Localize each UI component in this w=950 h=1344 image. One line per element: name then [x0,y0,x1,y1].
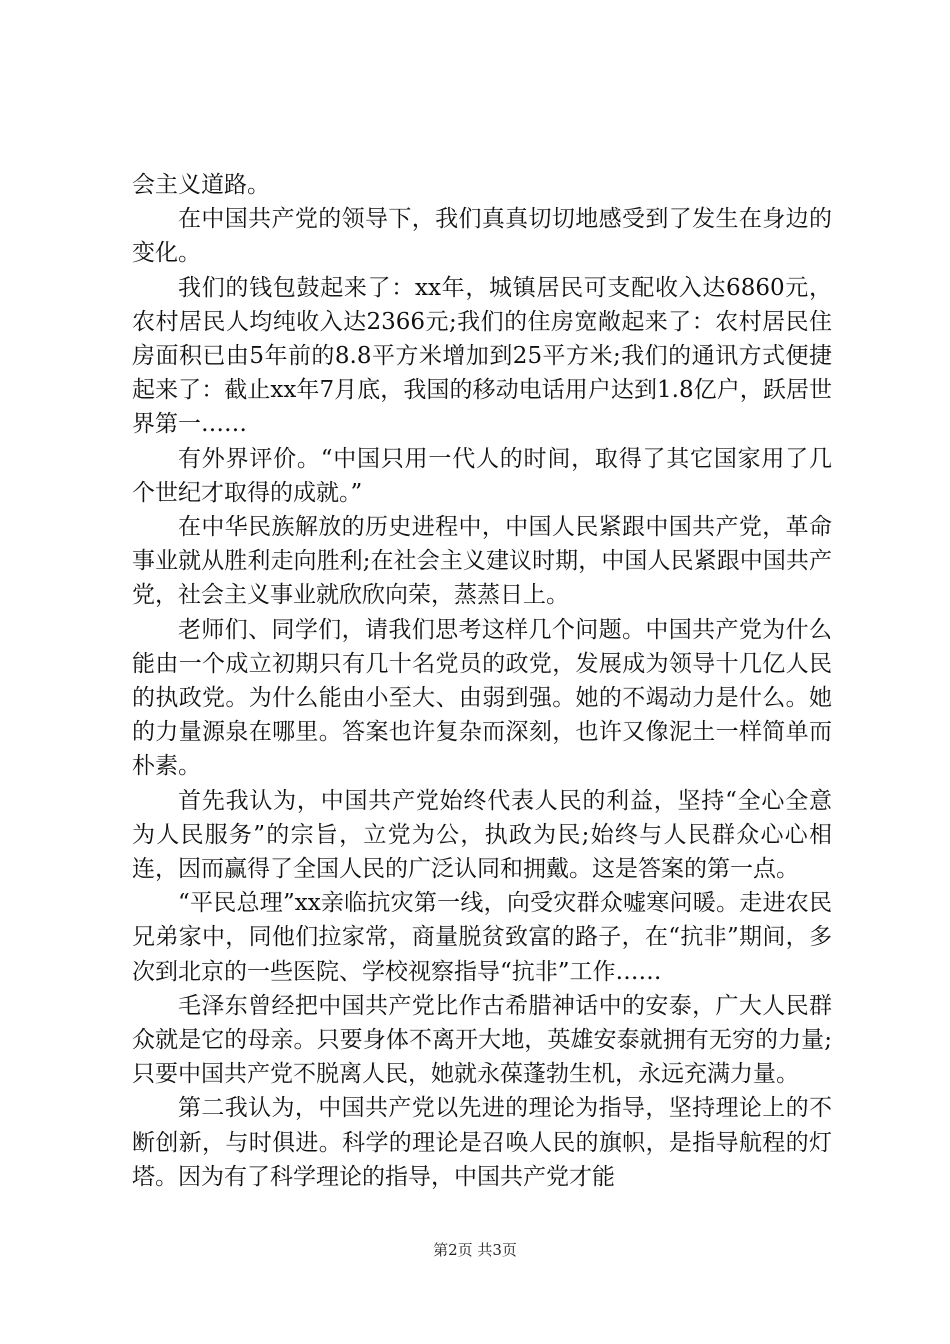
paragraph: 首先我认为，中国共产党始终代表人民的利益，坚持“全心全意为人民服务”的宗旨，立党为公，执政为民;始终与人民群众心心相连，因而赢得了全国人民的广泛认同和拥戴。这是答案的第一点。 [132,787,832,883]
paragraph: 在中华民族解放的历史进程中，中国人民紧跟中国共产党，革命事业就从胜利走向胜利;在社会主义建议时期，中国人民紧跟中国共产党，社会主义事业就欣欣向荣，蒸蒸日上。 [132,514,832,609]
paragraph: 老师们、同学们，请我们思考这样几个问题。中国共产党为什么能由一个成立初期只有几十名党员的政党，发展成为领导十几亿人民的执政党。为什么能由小至大、由弱到强。她的不竭动力是什么。她的力量源泉在哪里。答案也许复杂而深刻，也许又像泥土一样简单而朴素。 [132,616,832,780]
paragraph: 第二我认为，中国共产党以先进的理论为指导，坚持理论上的不断创新，与时俱进。科学的理论是召唤人民的旗帜，是指导航程的灯塔。因为有了科学理论的指导，中国共产党才能 [132,1095,832,1190]
page-number-footer: 第2页 共3页 [433,1241,517,1259]
paragraph: 毛泽东曾经把中国共产党比作古希腊神话中的安泰，广大人民群众就是它的母亲。只要身体不离开大地，英雄安泰就拥有无穷的力量;只要中国共产党不脱离人民，她就永葆蓬勃生机，永远充满力量。 [132,992,832,1088]
paragraph: “平民总理”xx亲临抗灾第一线，向受灾群众嘘寒问暖。走进农民兄弟家中，同他们拉家常，商量脱贫致富的路子，在“抗非”期间，多次到北京的一些医院、学校视察指导“抗非”工作…… [132,890,832,985]
paragraph: 在中国共产党的领导下，我们真真切切地感受到了发生在身边的变化。 [132,206,832,267]
paragraph: 我们的钱包鼓起来了：xx年，城镇居民可支配收入达6860元，农村居民人均纯收入达2366元;我们的住房宽敞起来了：农村居民住房面积已由5年前的8.8平方米增加到25平方米;我们的通讯方式便捷起来了：截止xx年7月底，我国的移动电话用户达到1.8亿户，跃居世界第一…… [132,274,832,438]
document-body [132,168,832,1194]
paragraph: 有外界评价。“中国只用一代人的时间，取得了其它国家用了几个世纪才取得的成就。” [132,445,832,506]
paragraph-continuation: 会主义道路。 [132,172,270,198]
